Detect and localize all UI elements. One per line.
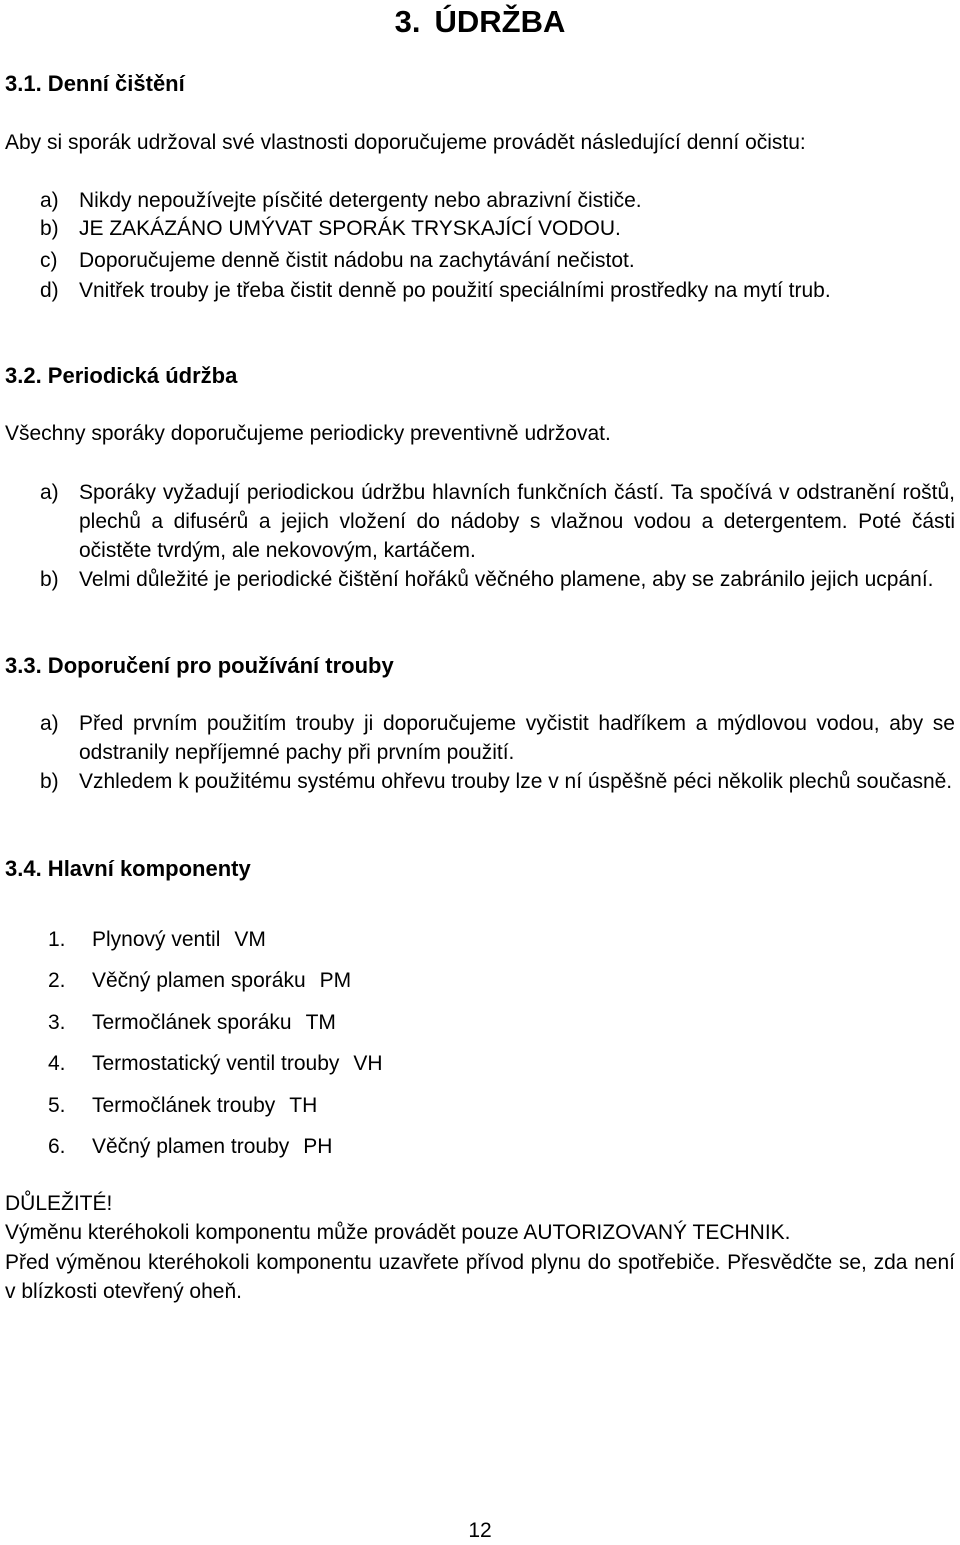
list-marker: d)	[40, 279, 59, 302]
component-item	[48, 1092, 317, 1120]
list-item-text: Nikdy nepoužívejte písčité detergenty nebo abrazivní čističe.	[79, 189, 642, 212]
section-heading-3-3: 3.3. Doporučení pro používání trouby	[5, 653, 394, 678]
section-heading-3-2: 3.2. Periodická údržba	[5, 363, 238, 388]
component-number: 1.	[48, 928, 66, 951]
page-number: 12	[468, 1519, 492, 1542]
component-name: Termočlánek trouby	[92, 1094, 276, 1117]
component-code: TH	[289, 1094, 318, 1117]
list-item	[40, 186, 955, 215]
section-heading-3-1: 3.1. Denní čištění	[5, 71, 185, 96]
component-number: 4.	[48, 1052, 66, 1075]
list-item-text: JE ZAKÁZÁNO UMÝVAT SPORÁK TRYSKAJÍCÍ VODOU.	[79, 217, 621, 240]
component-code: PH	[303, 1135, 333, 1158]
chapter-title-text: ÚDRŽBA	[434, 4, 566, 39]
component-item	[48, 1009, 336, 1037]
list-item-text: Vzhledem k použitému systému ohřevu trouby lze v ní úspěšně péci několik plechů současně.	[79, 770, 953, 793]
list-marker: b)	[40, 568, 59, 591]
section-heading-3-4: 3.4. Hlavní komponenty	[5, 856, 251, 881]
component-code: VM	[234, 928, 266, 951]
chapter-number: 3.	[394, 4, 421, 39]
list-item	[40, 214, 955, 243]
component-number: 2.	[48, 969, 66, 992]
list-item-text: Sporáky vyžadují periodickou údržbu hlavních funkčních částí. Ta spočívá v odstranění roštů, plechů a difusérů a jejich vložení do nádoby s vlažnou vodou a detergentem. Poté části očistěte tvrdým, ale nekovovým, kartáčem.	[79, 481, 955, 562]
list-marker: a)	[40, 712, 59, 735]
list-marker: a)	[40, 481, 59, 504]
component-number: 3.	[48, 1011, 66, 1034]
list-item-text: Velmi důležité je periodické čištění hořáků věčného plamene, aby se zabránilo jejich ucpání.	[79, 568, 934, 591]
list-item	[40, 276, 955, 306]
component-code: TM	[305, 1011, 336, 1034]
component-name: Věčný plamen trouby	[92, 1135, 290, 1158]
list-item	[40, 565, 955, 594]
component-item	[48, 967, 351, 995]
component-item	[48, 1050, 383, 1078]
list-item	[40, 478, 955, 565]
component-name: Věčný plamen sporáku	[92, 969, 306, 992]
list-marker: a)	[40, 189, 59, 212]
component-number: 5.	[48, 1094, 66, 1117]
list-item-text: Doporučujeme denně čistit nádobu na zachytávání nečistot.	[79, 249, 635, 272]
component-code: PM	[319, 969, 352, 992]
notice-line-1: Výměnu kteréhokoli komponentu může provádět pouze AUTORIZOVANÝ TECHNIK.	[5, 1221, 791, 1244]
component-code: VH	[353, 1052, 383, 1075]
list-item-text: Před prvním použitím trouby ji doporučujeme vyčistit hadříkem a mýdlovou vodou, aby se odstranily nepříjemné pachy při prvním použití.	[79, 712, 955, 764]
component-number: 6.	[48, 1135, 66, 1158]
section-3-2-intro: Všechny sporáky doporučujeme periodicky preventivně udržovat.	[5, 422, 611, 445]
list-item	[40, 767, 955, 796]
list-item	[40, 246, 955, 275]
component-item	[48, 1133, 332, 1161]
notice-label: DŮLEŽITÉ!	[5, 1192, 113, 1215]
component-name: Termočlánek sporáku	[92, 1011, 292, 1034]
notice-line-2: Před výměnou kteréhokoli komponentu uzavřete přívod plynu do spotřebiče. Přesvědčte se, zda není v blízkosti otevřený oheň.	[5, 1251, 955, 1303]
list-marker: c)	[40, 249, 58, 272]
component-name: Plynový ventil	[92, 928, 221, 951]
list-marker: b)	[40, 217, 59, 240]
list-marker: b)	[40, 770, 59, 793]
list-item	[40, 709, 955, 767]
chapter-title	[0, 2, 960, 42]
section-3-1-intro: Aby si sporák udržoval své vlastnosti doporučujeme provádět následující denní očistu:	[5, 131, 806, 154]
component-item	[48, 926, 266, 954]
component-name: Termostatický ventil trouby	[92, 1052, 340, 1075]
list-item-text: Vnitřek trouby je třeba čistit denně po použití speciálními prostředky na mytí trub.	[79, 279, 831, 302]
